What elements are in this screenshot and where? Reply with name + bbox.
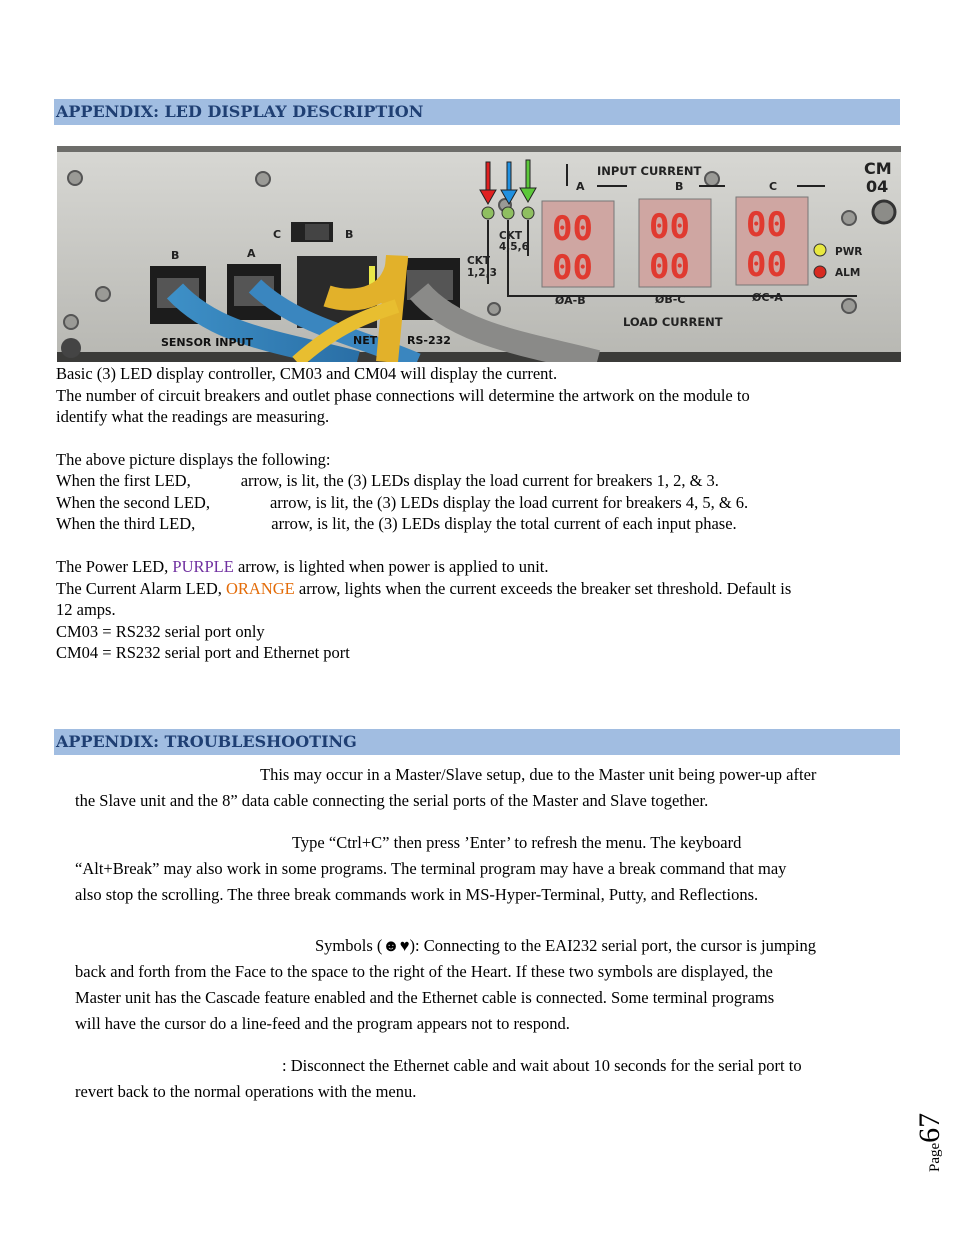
input-current-label: INPUT CURRENT [597, 164, 702, 178]
first-led-desc: arrow, is lit, the (3) LEDs display the load current for breakers 1, 2, & 3. [240, 471, 719, 490]
phase-a-label: A [576, 180, 585, 193]
trouble-p2-line-1: Type “Ctrl+C” then press ’Enter’ to refresh the menu. The keyboard [292, 833, 742, 852]
ckt-456-numbers: 4,5,6 [499, 241, 529, 253]
power-led-line [56, 556, 549, 577]
second-led-desc: arrow, is lit, the (3) LEDs display the load current for breakers 4, 5, & 6. [269, 493, 749, 512]
second-led-text: When the second LED, [56, 493, 210, 512]
alarm-default-line: 12 amps. [56, 600, 116, 619]
alm-label: ALM [835, 267, 861, 279]
trouble-p2-line-3: also stop the scrolling. The three break commands work in MS-Hyper-Terminal, Putty, and Reflections. [75, 885, 759, 904]
phase-ca-label: ØC-A [752, 291, 783, 304]
trouble-p1-line-2: the Slave unit and the 8” data cable connecting the serial ports of the Master and Slave together. [75, 791, 709, 810]
third-led-desc: arrow, is lit, the (3) LEDs display the total current of each input phase. [271, 514, 737, 533]
trouble-p3-line-4: will have the cursor do a line-feed and the program appears not to respond. [75, 1014, 570, 1033]
section-heading-troubleshooting: APPENDIX: TROUBLESHOOTING [54, 729, 900, 755]
led-desc-line-3: identify what the readings are measuring. [56, 407, 330, 426]
led-desc-line-2: The number of circuit breakers and outlet phase connections will determine the artwork on the module to [56, 386, 750, 405]
model-number-label: 04 [866, 177, 889, 196]
display-b-top: 00 [649, 207, 690, 247]
ckt-123-label: CKT [467, 255, 491, 267]
display-c-top: 00 [746, 205, 787, 245]
phase-bc-label: ØB-C [655, 293, 686, 306]
display-a-bottom: 00 [552, 248, 593, 288]
switch-label-c: C [273, 228, 282, 241]
port-label-b: B [171, 249, 180, 262]
trouble-p1-line-1: This may occur in a Master/Slave setup, due to the Master unit being power-up after [260, 765, 817, 784]
page-num: 67 [913, 1112, 946, 1143]
cm03-line: CM03 = RS232 serial port only [56, 622, 265, 641]
cm04-front-panel-photo [57, 146, 901, 362]
purple-word: PURPLE [172, 557, 234, 576]
trouble-p3-line-3: Master unit has the Cascade feature enabled and the Ethernet cable is connected. Some terminal programs [75, 988, 775, 1007]
ckt-456-label: CKT [499, 230, 523, 242]
ethernet-label: NET [353, 334, 378, 347]
alarm-led-text: The Current Alarm LED, [56, 579, 222, 598]
phase-c-label: C [769, 180, 778, 193]
phase-ab-label: ØA-B [555, 294, 586, 307]
power-led-text: The Power LED, [56, 557, 169, 576]
first-led-line [56, 470, 719, 491]
led-desc-line-1: Basic (3) LED display controller, CM03 and CM04 will display the current. [56, 364, 558, 383]
switch-label-b: B [345, 228, 354, 241]
display-b-bottom: 00 [649, 247, 690, 287]
cm04-line: CM04 = RS232 serial port and Ethernet port [56, 643, 350, 662]
phase-b-label: B [675, 180, 684, 193]
third-led-text: When the third LED, [56, 514, 196, 533]
page-number [905, 1085, 954, 1175]
rs232-label: RS-232 [407, 334, 451, 347]
power-led-desc: arrow, is lighted when power is applied to unit. [237, 557, 549, 576]
trouble-p2-line-2: “Alt+Break” may also work in some programs. The terminal program may have a break command that may [75, 859, 787, 878]
second-led-line [56, 492, 748, 513]
led-desc-line-4: The above picture displays the following: [56, 450, 331, 469]
trouble-p3-line-1: Symbols (☻♥): Connecting to the EAI232 serial port, the cursor is jumping [315, 936, 817, 955]
trouble-p4-line-2: revert back to the normal operations with the menu. [75, 1082, 417, 1101]
third-led-line [56, 513, 737, 534]
section-heading-led: APPENDIX: LED DISPLAY DESCRIPTION [54, 99, 900, 125]
model-label: CM [864, 159, 892, 178]
port-label-a: A [247, 247, 256, 260]
trouble-p4-line-1: : Disconnect the Ethernet cable and wait about 10 seconds for the serial port to [282, 1056, 802, 1075]
trouble-p3-line-2: back and forth from the Face to the space to the right of the Heart. If these two symbols are displayed, the [75, 962, 773, 981]
alarm-led-line [56, 578, 791, 599]
display-c-bottom: 00 [746, 245, 787, 285]
pwr-label: PWR [835, 246, 863, 258]
ckt-123-numbers: 1,2,3 [467, 267, 497, 279]
sensor-input-label: SENSOR INPUT [161, 336, 254, 349]
display-a-top: 00 [552, 209, 593, 249]
alarm-led-desc: arrow, lights when the current exceeds the breaker set threshold. Default is [298, 579, 792, 598]
first-led-text: When the first LED, [56, 471, 191, 490]
orange-word: ORANGE [226, 579, 295, 598]
load-current-label: LOAD CURRENT [623, 315, 723, 329]
page-word: Page [927, 1142, 943, 1172]
